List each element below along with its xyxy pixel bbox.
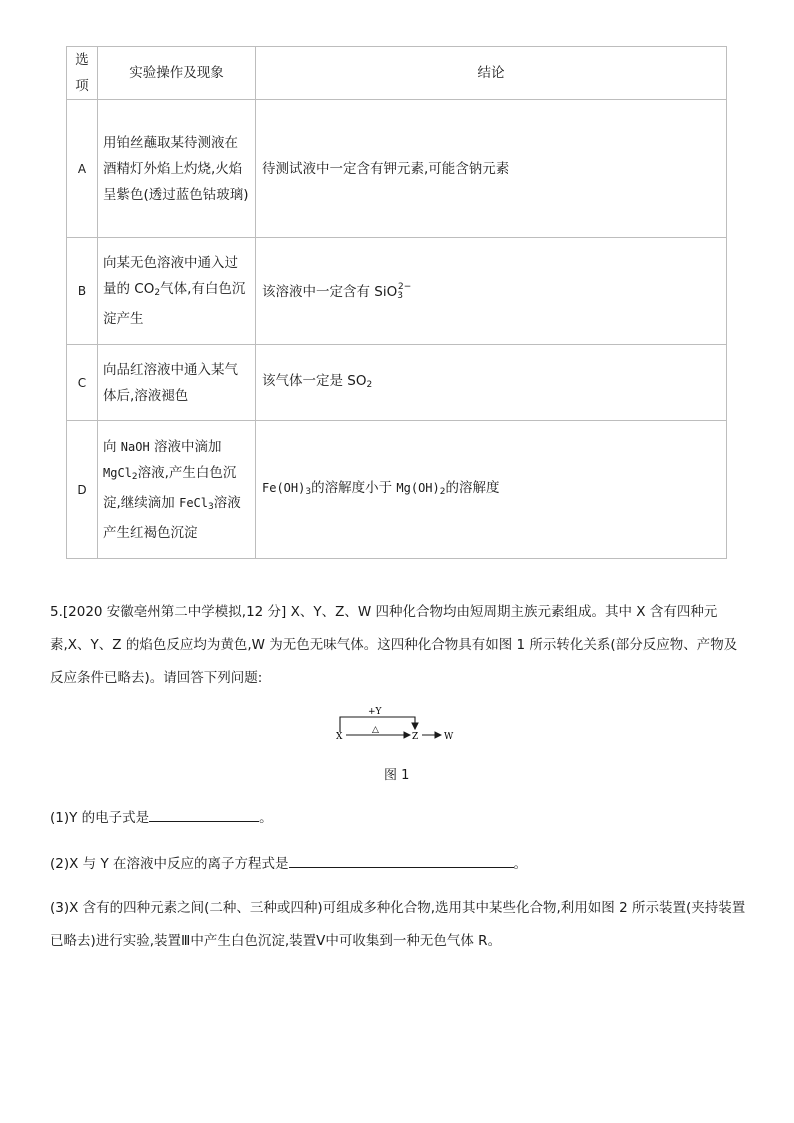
formula: Mg(OH)	[396, 480, 440, 495]
answer-blank[interactable]	[289, 853, 514, 868]
node-x: X	[336, 732, 343, 742]
subscript: 3	[397, 290, 403, 301]
formula: NaOH	[120, 439, 150, 454]
question-part-3: (3)X 含有的四种元素之间(二种、三种或四种)可组成多种化合物,选用其中某些化合物,利用如图 2 所示装置(夹持装置已略去)进行实验,装置Ⅲ中产生白色沉淀,装置Ⅴ中可收集到一种无色气体 R。	[50, 900, 746, 949]
table-row-b	[67, 238, 727, 345]
conclusion-text: 的溶解度小于	[311, 479, 397, 496]
table-row-c	[67, 345, 727, 421]
conclusion-cell	[256, 345, 727, 421]
operation-text: 向	[103, 438, 121, 455]
operation-cell	[98, 421, 256, 559]
conclusion-cell	[256, 238, 727, 345]
question-part-2	[50, 848, 750, 881]
question-5-stem: 5.[2020 安徽亳州第二中学模拟,12 分] X、Y、Z、W 四种化合物均由短周期主族元素组成。其中 X 含有四种元素,X、Y、Z 的焰色反应均为黄色,W 为无色无味气体。这四种化合物具有如图 1 所示转化关系(部分反应物、产物及反应条件已略去)。请回答下列问题:	[50, 604, 738, 686]
conclusion-cell: 待测试液中一定含有钾元素,可能含钠元素	[256, 100, 727, 238]
figure-caption: 图 1	[384, 768, 410, 783]
formula: MgCl	[103, 465, 132, 480]
conclusion-text: 该溶液中一定含有 SiO	[262, 283, 398, 300]
subscript: 3	[208, 501, 214, 512]
operation-text: 溶液产生红褐色沉淀	[103, 494, 241, 541]
option-cell: A	[67, 100, 98, 238]
heat-symbol: △	[372, 725, 379, 735]
option-cell: C	[67, 345, 98, 421]
formula: Fe(OH)	[262, 480, 306, 495]
operation-text: 向某无色溶液中通入过量的 CO	[103, 255, 238, 297]
experiment-table	[66, 46, 727, 559]
formula: FeCl	[179, 495, 208, 510]
header-conclusion: 结论	[256, 47, 727, 100]
answer-blank[interactable]	[149, 807, 259, 822]
conclusion-text: 该气体一定是 SO	[262, 372, 367, 389]
operation-cell: 向品红溶液中通入某气体后,溶液褪色	[98, 345, 256, 421]
question-part-1	[50, 802, 750, 835]
conclusion-cell	[256, 421, 727, 559]
header-option: 选项	[67, 47, 98, 100]
part-2-end: 。	[513, 856, 527, 872]
operation-text: 气体,有白色沉淀产生	[103, 281, 246, 327]
option-cell: B	[67, 238, 98, 345]
operation-cell: 用铂丝蘸取某待测液在酒精灯外焰上灼烧,火焰呈紫色(透过蓝色钴玻璃)	[98, 100, 256, 238]
node-w: W	[444, 732, 454, 742]
node-z: Z	[412, 732, 419, 742]
subscript: 2	[439, 486, 446, 497]
operation-text: 溶液,产生白色沉淀,继续滴加	[103, 464, 237, 511]
operation-cell	[98, 238, 256, 345]
superscript: 2−	[397, 281, 412, 292]
table-row-d	[67, 421, 727, 559]
subscript: 3	[305, 486, 312, 497]
subscript: 2	[154, 288, 161, 298]
option-cell: D	[67, 421, 98, 559]
part-1-end: 。	[259, 810, 273, 826]
label-plus-y: +Y	[368, 707, 382, 717]
conclusion-text: 的溶解度	[445, 479, 500, 496]
part-2-text: (2)X 与 Y 在溶液中反应的离子方程式是	[50, 856, 289, 872]
conversion-diagram	[330, 702, 460, 742]
subscript: 2	[366, 379, 373, 390]
operation-text: 溶液中滴加	[149, 438, 222, 455]
table-header-row	[67, 47, 727, 100]
header-operation: 实验操作及现象	[98, 47, 256, 100]
part-1-text: (1)Y 的电子式是	[50, 810, 150, 826]
subscript: 2	[131, 471, 138, 482]
table-row-a	[67, 100, 727, 238]
